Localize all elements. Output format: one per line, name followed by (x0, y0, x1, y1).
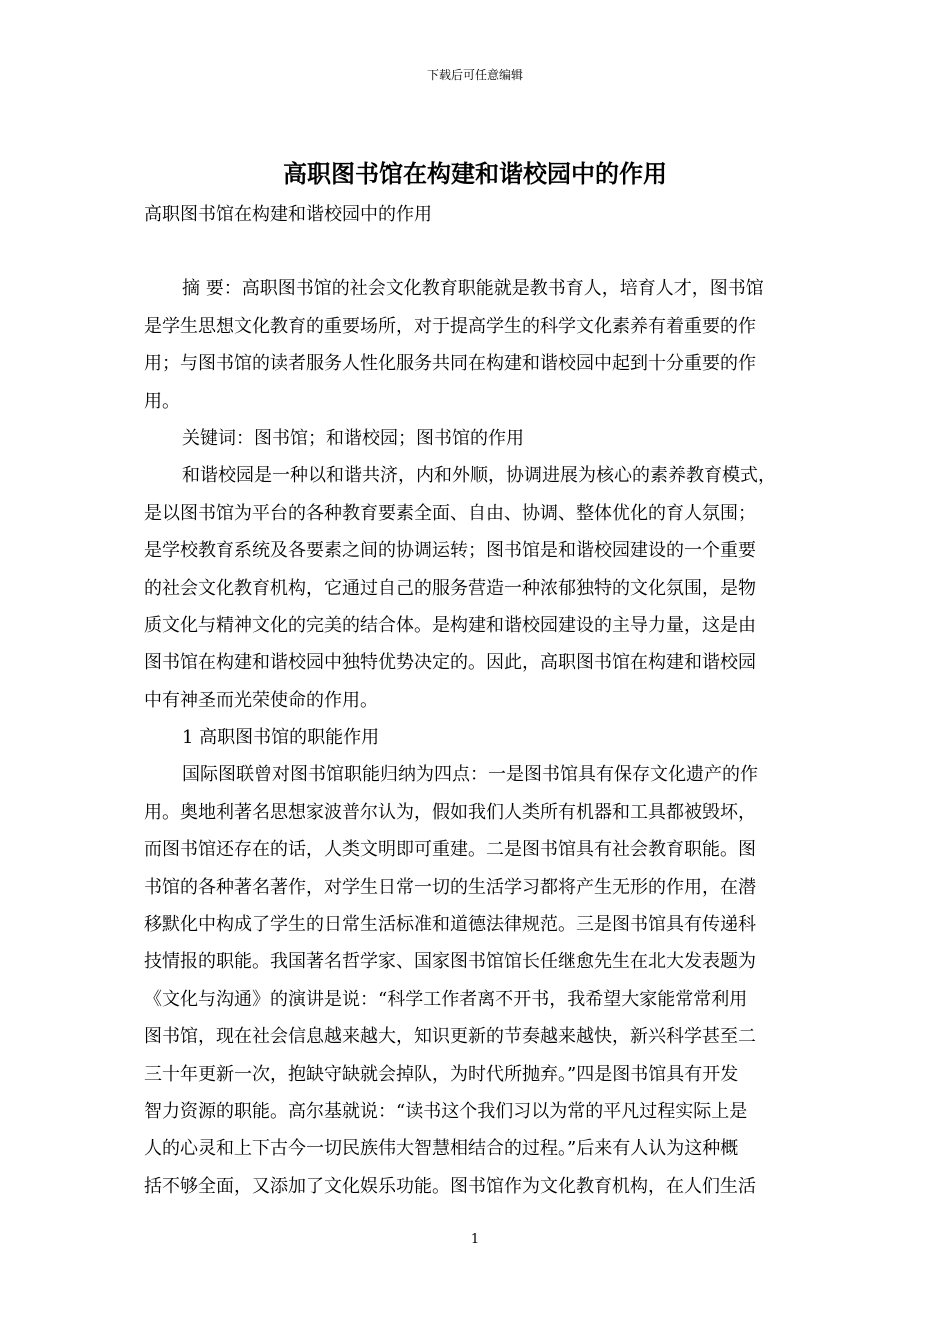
paragraph-line: 国际图联曾对图书馆职能归纳为四点：一是图书馆具有保存文化遗产的作 (182, 764, 758, 786)
header-note: 下载后可任意编辑 (426, 68, 523, 82)
abstract-line: 摘 要：高职图书馆的社会文化教育职能就是教书育人，培育人才，图书馆 (182, 278, 764, 300)
paragraph-line: 而图书馆还存在的话，人类文明即可重建。二是图书馆具有社会教育职能。图 (144, 839, 756, 861)
paragraph-line: 的社会文化教育机构，它通过自己的服务营造一种浓郁独特的文化氛围，是物 (144, 577, 756, 599)
paragraph-line: 书馆的各种著名著作，对学生日常一切的生活学习都将产生无形的作用，在潜 (144, 876, 756, 898)
subtitle: 高职图书馆在构建和谐校园中的作用 (144, 204, 432, 225)
intro-paragraph (144, 457, 808, 719)
section-heading: 1 高职图书馆的职能作用 (182, 727, 380, 749)
abstract (144, 270, 808, 420)
paragraph-line: 技情报的职能。我国著名哲学家、国家图书馆馆长任继愈先生在北大发表题为 (144, 951, 756, 973)
abstract-line: 用；与图书馆的读者服务人性化服务共同在构建和谐校园中起到十分重要的作 (144, 353, 756, 375)
keywords: 关键词：图书馆；和谐校园；图书馆的作用 (182, 427, 524, 449)
paragraph-line: 括不够全面，又添加了文化娱乐功能。图书馆作为文化教育机构，在人们生活 (144, 1175, 756, 1197)
paragraph-line: 人的心灵和上下古今一切民族伟大智慧相结合的过程。”后来有人认为这种概 (144, 1138, 739, 1160)
page-number: 1 (470, 1232, 480, 1247)
paragraph-line: 是学校教育系统及各要素之间的协调运转；图书馆是和谐校园建设的一个重要 (144, 540, 756, 562)
paragraph-line: 和谐校园是一种以和谐共济，内和外顺，协调进展为核心的素养教育模式， (182, 465, 776, 487)
paragraph-line: 是以图书馆为平台的各种教育要素全面、自由、协调、整体优化的育人氛围； (144, 502, 756, 524)
paragraph-line: 图书馆，现在社会信息越来越大，知识更新的节奏越来越快，新兴科学甚至二 (144, 1026, 756, 1048)
paragraph-line: 图书馆在构建和谐校园中独特优势决定的。因此，高职图书馆在构建和谐校园 (144, 652, 756, 674)
section-paragraph (144, 756, 808, 1205)
document-title: 高职图书馆在构建和谐校园中的作用 (283, 159, 667, 188)
paragraph-line: 移默化中构成了学生的日常生活标准和道德法律规范。三是图书馆具有传递科 (144, 914, 756, 936)
abstract-line: 用。 (144, 390, 180, 412)
document-body (144, 196, 808, 1205)
paragraph-line: 质文化与精神文化的完美的结合体。是构建和谐校园建设的主导力量，这是由 (144, 614, 756, 636)
paragraph-line: 用。奥地利著名思想家波普尔认为，假如我们人类所有机器和工具都被毁坏， (144, 801, 756, 823)
blank-line (144, 233, 808, 270)
paragraph-line: 《文化与沟通》的演讲是说：“科学工作者离不开书，我希望大家能常常利用 (144, 988, 748, 1010)
abstract-line: 是学生思想文化教育的重要场所，对于提高学生的科学文化素养有着重要的作 (144, 315, 756, 337)
paragraph-line: 智力资源的职能。高尔基就说：“读书这个我们习以为常的平凡过程实际上是 (144, 1100, 748, 1122)
paragraph-line: 三十年更新一次，抱缺守缺就会掉队，为时代所抛弃。”四是图书馆具有开发 (144, 1063, 739, 1085)
paragraph-line: 中有神圣而光荣使命的作用。 (144, 689, 378, 711)
